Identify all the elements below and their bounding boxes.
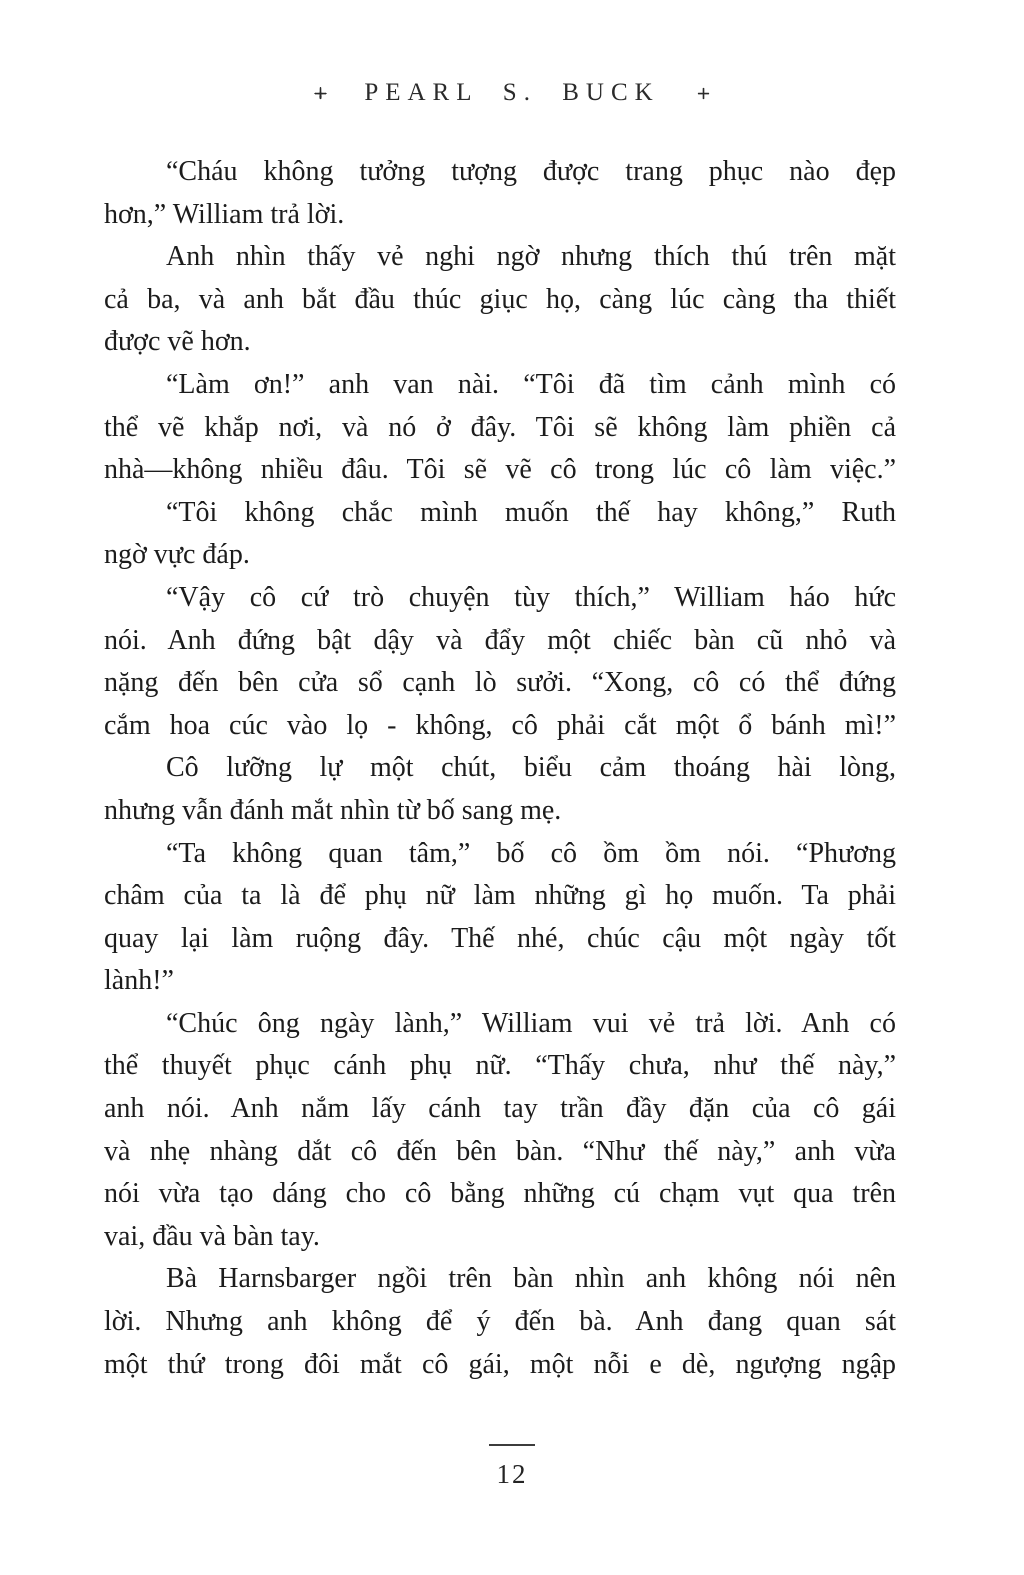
text-line: cắm hoa cúc vào lọ - không, cô phải cắt một ổ bánh mì!” bbox=[104, 709, 896, 741]
text-line: được vẽ hơn. bbox=[104, 326, 251, 358]
paragraph bbox=[104, 1258, 896, 1386]
paragraph bbox=[104, 833, 896, 1003]
paragraph bbox=[104, 747, 896, 832]
text-line: thể thuyết phục cánh phụ nữ. “Thấy chưa, như thế này,” bbox=[104, 1050, 896, 1082]
text-line: nhưng vẫn đánh mắt nhìn từ bố sang mẹ. bbox=[104, 794, 562, 826]
text-line: thể vẽ khắp nơi, và nó ở đây. Tôi sẽ không làm phiền cả bbox=[104, 411, 896, 443]
paragraph bbox=[104, 364, 896, 492]
text-line: nặng đến bên cửa sổ cạnh lò sưởi. “Xong, cô có thể đứng bbox=[104, 667, 896, 699]
text-line: Cô lưỡng lự một chút, biểu cảm thoáng hài lòng, bbox=[166, 752, 896, 784]
paragraph bbox=[104, 151, 896, 236]
text-line: “Vậy cô cứ trò chuyện tùy thích,” William háo hức bbox=[166, 581, 896, 613]
cross-ornament-icon bbox=[696, 86, 711, 101]
text-line: “Chúc ông ngày lành,” William vui vẻ trả lời. Anh có bbox=[166, 1007, 896, 1039]
paragraph bbox=[104, 236, 896, 364]
text-line: một thứ trong đôi mắt cô gái, một nỗi e dè, ngượng ngập bbox=[104, 1348, 896, 1380]
text-line: nhà—không nhiều đâu. Tôi sẽ vẽ cô trong lúc cô làm việc.” bbox=[104, 454, 896, 486]
page-number: 12 bbox=[496, 1459, 528, 1489]
text-line: “Ta không quan tâm,” bố cô ồm ồm nói. “Phương bbox=[166, 837, 896, 869]
paragraph bbox=[104, 577, 896, 747]
paragraph bbox=[104, 1003, 896, 1259]
paragraph bbox=[104, 492, 896, 577]
text-line: lời. Nhưng anh không để ý đến bà. Anh đang quan sát bbox=[104, 1306, 896, 1338]
text-line: Bà Harnsbarger ngồi trên bàn nhìn anh không nói nên bbox=[166, 1263, 896, 1295]
text-line: nói vừa tạo dáng cho cô bằng những cú chạm vụt qua trên bbox=[104, 1178, 896, 1210]
page-body bbox=[104, 151, 896, 1386]
text-line: “Làm ơn!” anh van nài. “Tôi đã tìm cảnh mình có bbox=[166, 368, 896, 400]
text-line: hơn,” William trả lời. bbox=[104, 198, 345, 230]
author-name: PEARL S. BUCK bbox=[364, 79, 660, 106]
text-line: Anh nhìn thấy vẻ nghi ngờ nhưng thích thú trên mặt bbox=[166, 241, 896, 273]
text-line: nói. Anh đứng bật dậy và đẩy một chiếc bàn cũ nhỏ và bbox=[104, 624, 896, 656]
text-line: lành!” bbox=[104, 965, 174, 997]
text-line: anh nói. Anh nắm lấy cánh tay trần đầy đặn của cô gái bbox=[104, 1093, 896, 1125]
text-line: châm của ta là để phụ nữ làm những gì họ muốn. Ta phải bbox=[104, 880, 896, 912]
text-line: cả ba, và anh bắt đầu thúc giục họ, càng lúc càng tha thiết bbox=[104, 283, 896, 315]
running-header bbox=[0, 79, 1024, 107]
footer-divider bbox=[489, 1444, 535, 1446]
text-line: vai, đầu và bàn tay. bbox=[104, 1220, 320, 1252]
text-line: ngờ vực đáp. bbox=[104, 539, 250, 571]
cross-ornament-icon bbox=[313, 86, 328, 101]
text-line: và nhẹ nhàng dắt cô đến bên bàn. “Như thế này,” anh vừa bbox=[104, 1135, 896, 1167]
text-line: “Cháu không tưởng tượng được trang phục nào đẹp bbox=[166, 156, 896, 187]
text-line: “Tôi không chắc mình muốn thế hay không,” Ruth bbox=[166, 496, 896, 528]
text-line: quay lại làm ruộng đây. Thế nhé, chúc cậu một ngày tốt bbox=[104, 922, 896, 954]
